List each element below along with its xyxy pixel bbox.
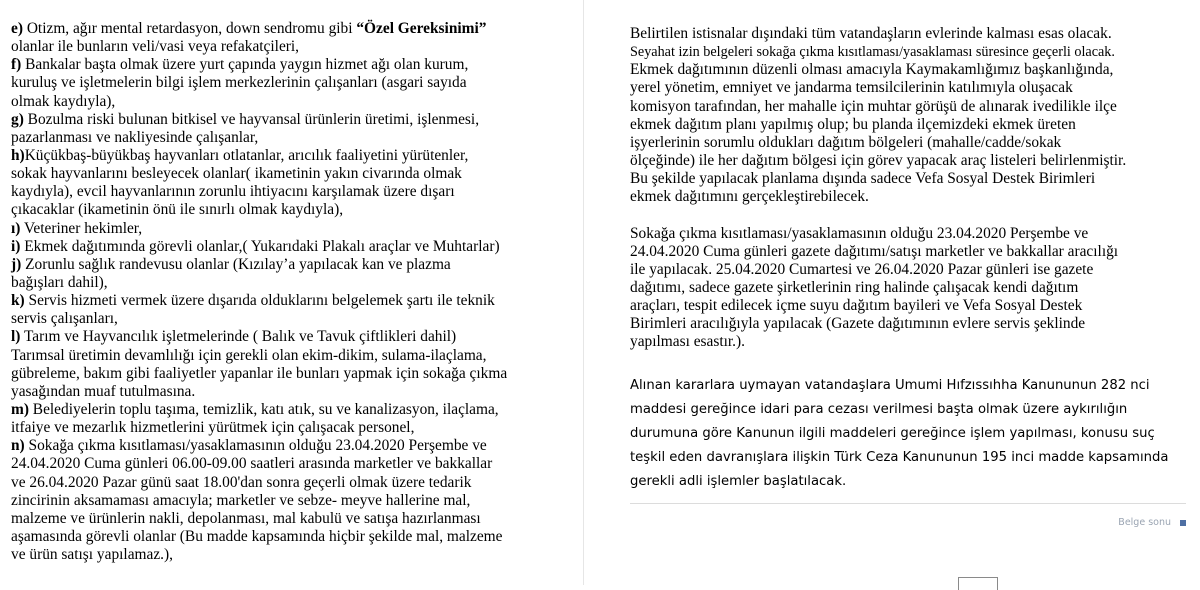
item-letter: j) (11, 255, 22, 273)
left-text-line (11, 183, 583, 201)
para1-line: Seyahat izin belgeleri sokağa çıkma kısıtlaması/yasaklaması süresince geçerli olacak. (630, 44, 1115, 61)
para3-line: durumuna göre Kanunun ilgili maddeleri gereğince işlem yapılması, konusu suç (630, 425, 1155, 441)
left-column-text (11, 20, 583, 564)
left-text-line (11, 201, 583, 219)
item-letter: h) (11, 146, 25, 164)
item-text: bağışları dahil), (11, 273, 108, 291)
item-text: kuruluş ve işletmelerin bilgi işlem merkezlerinin çalışanları (asgari sayıda (11, 74, 467, 92)
item-text: Küçükbaş-büyükbaş hayvanları otlatanlar, arıcılık faaliyetini yürütenler, (24, 146, 469, 164)
left-text-line (11, 401, 583, 419)
para3-line: teşkil eden davranışlara ilişkin Türk Ceza Kanununun 195 inci madde kapsamında (630, 449, 1169, 465)
item-text: pazarlanması ve nakliyesinde çalışanlar, (11, 128, 259, 146)
item-text: çıkacaklar (ikametinin önü ile sınırlı olmak kaydıyla), (11, 201, 344, 219)
para1-line: ekmek dağıtımını gerçekleştirebilecek. (630, 188, 869, 206)
para3-line: Alınan kararlara uymayan vatandaşlara Umumi Hıfzıssıhha Kanununun 282 nci (630, 378, 1150, 393)
left-text-line (11, 310, 583, 328)
left-text-line (11, 546, 583, 564)
document-end-marker (1118, 517, 1186, 528)
left-text-line (11, 147, 583, 165)
item-text: Tarımsal üretimin devamlılığı için gerekli olan ekim-dikim, sulama-ilaçlama, (11, 346, 487, 364)
left-text-line (11, 365, 583, 383)
left-text-line (11, 129, 583, 147)
item-letter: f) (11, 56, 22, 74)
para1-line: komisyon tarafından, her mahalle için muhtar görüşü de alınarak ivedilikle ilçe (630, 97, 1117, 115)
item-text: itfaiye ve mezarlık hizmetlerini yürütmek için çalışacak personel, (11, 419, 415, 437)
item-text: malzeme ve ürünlerin nakli, depolanması, mal kabulü ve satışa hazırlanması (11, 509, 481, 527)
item-text: 24.04.2020 Cuma günleri 06.00-09.00 saatleri arasında marketler ve bakkallar (11, 455, 493, 473)
para2-line: ile yapılacak. 25.04.2020 Cumartesi ve 26.04.2020 Pazar günleri ise gazete (630, 260, 1094, 278)
item-text: Belediyelerin toplu taşıma, temizlik, katı atık, su ve kanalizasyon, ilaçlama, (28, 400, 499, 418)
para2-line: dağıtımı, sadece gazete şirketlerinin ring halinde çalışacak kendi dağıtım (630, 278, 1079, 296)
left-text-line (11, 437, 583, 455)
left-text-line (11, 220, 583, 238)
item-text: sokak hayvanlarını besleyecek olanlar( ikametinin yakın civarında olmak (11, 165, 462, 183)
document-page-left (0, 0, 583, 585)
paragraph-gap (630, 206, 1190, 224)
left-text-line (11, 20, 583, 38)
para1-line: ölçeğinde) ile her dağıtım bölgesi için görev yapacak araç listeleri belirlenmiştir. (630, 151, 1127, 169)
item-letter: m) (11, 400, 29, 418)
left-text-line (11, 419, 583, 437)
para2-line: 24.04.2020 Cuma günleri gazete dağıtımı/satışı marketler ve bakkallar aracılığı (630, 242, 1119, 260)
left-text-line (11, 238, 583, 256)
para1-line: Bu şekilde yapılacak planlama dışında sadece Vefa Sosyal Destek Birimleri (630, 170, 1096, 188)
item-text: Sokağa çıkma kısıtlaması/yasaklamasının olduğu 23.04.2020 Perşembe ve (24, 437, 487, 455)
special-needs-bold: “Özel Gereksinimi” (356, 20, 487, 37)
item-text: ve 26.04.2020 Pazar günü saat 18.00'dan sonra geçerli olmak üzere tedarik (11, 473, 472, 491)
end-marker-label: Belge sonu (1118, 517, 1171, 528)
para3-line: gerekli adli işlemler başlatılacak. (630, 473, 847, 489)
para1-line: işyerlerinin sorumlu oldukları dağıtım bölgeleri (mahalle/cadde/sokak (630, 133, 1062, 151)
left-text-line (11, 510, 583, 528)
item-text: zincirinin aksamaması amacıyla; marketler ve sebze- meyve hallerine mal, (11, 491, 471, 509)
document-page-right (599, 0, 1200, 585)
para1-line: Ekmek dağıtımının düzenli olması amacıyla Kaymakamlığımız başkanlığında, (630, 61, 1114, 79)
left-text-line (11, 165, 583, 183)
item-letter: ı) (11, 219, 21, 237)
item-letter: k) (11, 292, 25, 310)
item-text: gübreleme, bakım gibi faaliyetler yapanlar ile bunları yapmak için sokağa çıkma (11, 364, 508, 382)
left-text-line (11, 455, 583, 473)
left-text-line (11, 528, 583, 546)
item-text: aşamasında görevli olanlar (Bu madde kapsamında hiçbir şekilde mal, malzeme (11, 527, 503, 545)
left-text-line (11, 292, 583, 310)
left-text-line (11, 256, 583, 274)
left-text-line (11, 38, 583, 56)
item-text: Ekmek dağıtımında görevli olanlar,( Yukarıdaki Plakalı araçlar ve Muhtarlar) (20, 237, 500, 255)
item-text: Tarım ve Hayvancılık işletmelerinde ( Balık ve Tavuk çiftlikleri dahil) (20, 328, 457, 346)
left-text-line (11, 474, 583, 492)
para1-line: Belirtilen istisnalar dışındaki tüm vatandaşların evlerinde kalması esas olacak. (630, 25, 1112, 42)
item-letter: e) (11, 20, 23, 37)
item-text: Zorunlu sağlık randevusu olanlar (Kızılay’a yapılacak kan ve plazma (21, 255, 451, 273)
item-text: Bankalar başta olmak üzere yurt çapında yaygın hizmet ağı olan kurum, (21, 56, 469, 74)
item-letter: n) (11, 437, 25, 455)
left-text-line (11, 111, 583, 129)
item-text: servis çalışanları, (11, 310, 118, 328)
item-letter: i) (11, 237, 21, 255)
left-text-line (11, 347, 583, 365)
para2-line: araçları, tespit edilecek içme suyu dağıtım bayileri ve Vefa Sosyal Destek (630, 297, 1083, 315)
para3-line: maddesi gereğince idari para cezası verilmesi başta olmak üzere aykırılığın (630, 401, 1128, 417)
right-column-text (630, 25, 1190, 352)
left-text-line (11, 274, 583, 292)
item-text: Servis hizmeti vermek üzere dışarıda olduklarını belgelemek şartı ile teknik (24, 292, 495, 310)
item-text: Bozulma riski bulunan bitkisel ve hayvansal ürünlerin üretimi, işlenmesi, (23, 110, 480, 128)
item-text: olanlar ile bunların veli/vasi veya refakatçileri, (11, 38, 300, 56)
item-text: ve ürün satışı yapılamaz.), (11, 546, 173, 564)
item-text: Otizm, ağır mental retardasyon, down sendromu gibi (22, 20, 357, 37)
left-text-line (11, 383, 583, 401)
para1-line: yerel yönetim, emniyet ve jandarma temsilcilerinin katılımıyla oluşacak (630, 79, 1073, 97)
left-text-line (11, 492, 583, 510)
item-letter: l) (11, 328, 21, 346)
para2-line: Birimleri aracılığıyla yapılacak (Gazete dağıtımının evlere servis şeklinde (630, 315, 1086, 333)
left-text-line (11, 328, 583, 346)
item-text: yasağından muaf tutulmasına. (11, 382, 196, 400)
item-letter: g) (11, 110, 24, 128)
para2-line: yapılması esastır.). (630, 333, 745, 351)
para1-line: ekmek dağıtım planı yapılmış olup; bu planda ilçemizdeki ekmek üreten (630, 115, 1076, 133)
end-separator-line (630, 503, 1186, 504)
end-square-icon (1180, 520, 1186, 526)
left-text-line (11, 74, 583, 92)
left-text-line (11, 56, 583, 74)
item-text: Veteriner hekimler, (20, 219, 143, 237)
penalty-paragraph (630, 374, 1190, 494)
item-text: kaydıyla), evcil hayvanlarının zorunlu ihtiyacını karşılamak üzere dışarı (11, 183, 455, 201)
left-text-line (11, 93, 583, 111)
item-text: olmak kaydıyla), (11, 92, 116, 110)
para2-line: Sokağa çıkma kısıtlaması/yasaklamasının olduğu 23.04.2020 Perşembe ve (630, 224, 1089, 242)
next-page-corner (958, 577, 998, 590)
